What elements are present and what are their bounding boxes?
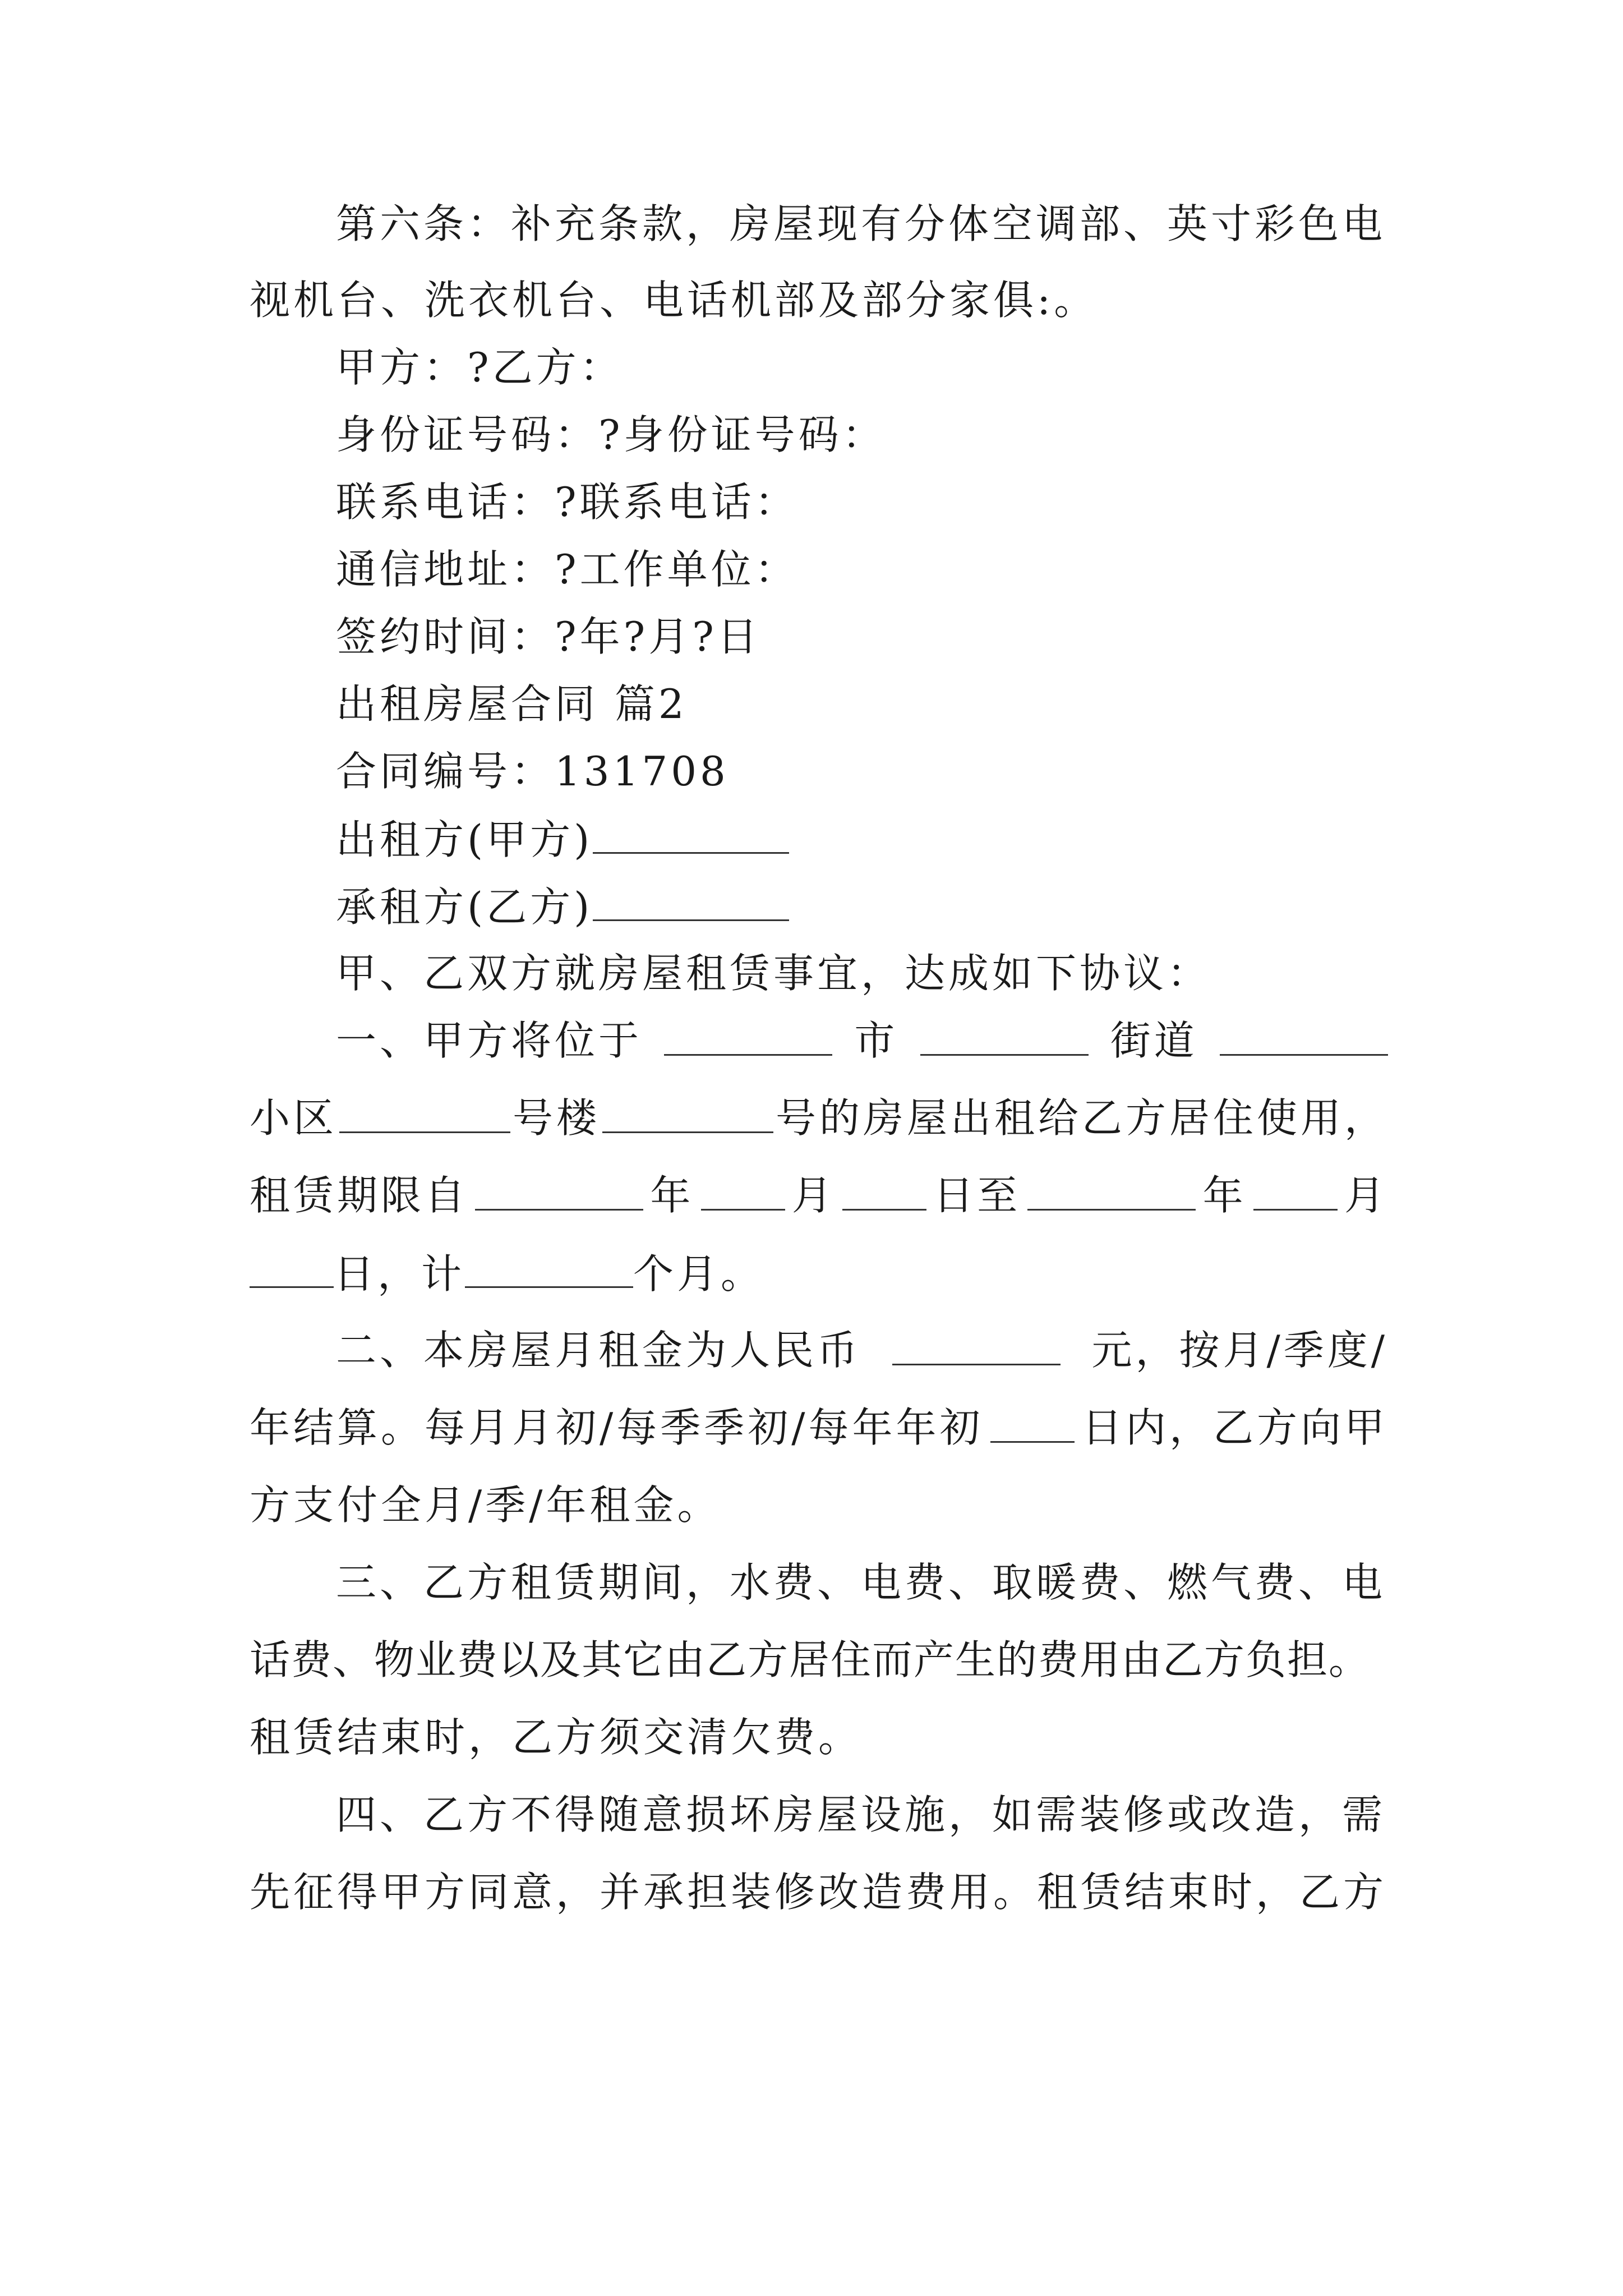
clause-1-text-b: 市 bbox=[854, 1017, 898, 1064]
clause-1-text-g: 租赁期限自 bbox=[250, 1172, 469, 1219]
clause-6-text-2: 视机台、洗衣机台、电话机部及部分家俱:。 bbox=[250, 277, 1098, 324]
clause-1-text-f: 号的房屋出租给乙方居住使用， bbox=[775, 1094, 1388, 1142]
clause-2-line-2 bbox=[250, 1404, 1388, 1451]
clause-2-blank-days bbox=[990, 1409, 1075, 1443]
clause-1-line-4 bbox=[250, 1250, 1388, 1297]
contract-2-title-line bbox=[250, 680, 1388, 728]
clause-1-text-e: 号楼 bbox=[512, 1094, 600, 1142]
clause-1-blank-city bbox=[664, 1022, 832, 1056]
lessee-blank bbox=[593, 887, 789, 921]
intro-line bbox=[250, 950, 1388, 997]
signature-date: 签约时间：?年?月?日 bbox=[336, 613, 761, 660]
clause-2-text-e: 方支付全月/季/年租金。 bbox=[250, 1481, 721, 1529]
clause-1-text-k: 年 bbox=[1202, 1172, 1247, 1219]
lessor-line bbox=[250, 816, 1388, 863]
signature-party-line bbox=[250, 344, 1388, 391]
clause-1-line-1 bbox=[250, 1017, 1388, 1064]
lessee-line bbox=[250, 884, 1388, 931]
clause-4-line-2 bbox=[250, 1869, 1388, 1916]
clause-2-text-b: 元，按月/季度/ bbox=[1091, 1327, 1388, 1374]
clause-1-text-a: 一、甲方将位于 bbox=[336, 1017, 643, 1064]
clause-1-blank-end-day bbox=[250, 1254, 334, 1288]
clause-1-text-c: 街道 bbox=[1110, 1017, 1198, 1064]
clause-1-blank-months bbox=[465, 1254, 633, 1288]
clause-3-line-3 bbox=[250, 1714, 1388, 1761]
clause-1-text-i: 月 bbox=[791, 1172, 836, 1219]
clause-3-line-2 bbox=[250, 1636, 1388, 1683]
clause-1-text-m: 日，计 bbox=[334, 1250, 465, 1297]
signature-phone: 联系电话：?联系电话： bbox=[336, 478, 799, 526]
clause-1-line-2 bbox=[250, 1094, 1388, 1142]
clause-1-blank-end-year bbox=[1027, 1176, 1196, 1211]
clause-1-text-l: 月 bbox=[1344, 1172, 1388, 1219]
clause-1-blank-start-day bbox=[842, 1176, 926, 1211]
contract-2-title: 出租房屋合同 篇2 bbox=[336, 680, 688, 728]
signature-date-line bbox=[250, 613, 1388, 660]
clause-1-text-n: 个月。 bbox=[633, 1250, 765, 1297]
clause-2-line-3 bbox=[250, 1481, 1388, 1529]
clause-2-text-d: 日内，乙方向甲 bbox=[1081, 1404, 1388, 1451]
clause-1-blank-after-street bbox=[1220, 1022, 1388, 1056]
contract-number-line bbox=[250, 748, 1388, 795]
document-body bbox=[250, 200, 1388, 1916]
intro-text: 甲、乙双方就房屋租赁事宜，达成如下协议： bbox=[336, 950, 1211, 997]
clause-3-text-b: 话费、物业费以及其它由乙方居住而产生的费用由乙方负担。 bbox=[250, 1636, 1371, 1683]
clause-1-text-d: 小区 bbox=[250, 1094, 338, 1142]
signature-address-line bbox=[250, 546, 1388, 593]
clause-6-line-2 bbox=[250, 277, 1388, 324]
clause-1-blank-start-year bbox=[475, 1176, 643, 1211]
clause-2-line-1 bbox=[250, 1327, 1388, 1374]
clause-3-text-a: 三、乙方租赁期间，水费、电费、取暖费、燃气费、电 bbox=[336, 1559, 1386, 1606]
signature-id-line bbox=[250, 411, 1388, 458]
clause-4-line-1 bbox=[250, 1791, 1388, 1838]
clause-1-line-3 bbox=[250, 1172, 1388, 1219]
clause-3-text-c: 租赁结束时，乙方须交清欠费。 bbox=[250, 1714, 863, 1761]
signature-phone-line bbox=[250, 478, 1388, 526]
signature-id: 身份证号码：?身份证号码： bbox=[336, 411, 886, 458]
signature-address: 通信地址：?工作单位： bbox=[336, 546, 799, 593]
lessee-label: 承租方(乙方) bbox=[336, 884, 593, 931]
clause-4-text-a: 四、乙方不得随意损坏房屋设施，如需装修或改造，需 bbox=[336, 1791, 1386, 1838]
clause-1-blank-community bbox=[339, 1099, 510, 1133]
clause-3-line-1 bbox=[250, 1559, 1388, 1606]
clause-1-text-h: 年 bbox=[650, 1172, 694, 1219]
clause-2-text-a: 二、本房屋月租金为人民币 bbox=[336, 1327, 861, 1374]
clause-4-text-b: 先征得甲方同意，并承担装修改造费用。租赁结束时，乙方 bbox=[250, 1869, 1387, 1916]
clause-2-text-c: 年结算。每月月初/每季季初/每年年初 bbox=[250, 1404, 984, 1451]
clause-1-blank-end-month bbox=[1253, 1176, 1338, 1211]
clause-1-blank-street bbox=[920, 1022, 1089, 1056]
clause-2-blank-rent bbox=[892, 1331, 1061, 1365]
contract-number: 合同编号：131708 bbox=[336, 748, 729, 795]
clause-6-line-1 bbox=[250, 200, 1388, 247]
clause-1-text-j: 日至 bbox=[933, 1172, 1021, 1219]
clause-1-blank-start-month bbox=[701, 1176, 785, 1211]
signature-party: 甲方：?乙方： bbox=[336, 344, 624, 391]
clause-1-blank-building bbox=[602, 1099, 773, 1133]
lessor-label: 出租方(甲方) bbox=[336, 816, 593, 863]
clause-6-text-1: 第六条：补充条款，房屋现有分体空调部、英寸彩色电 bbox=[336, 200, 1386, 247]
lessor-blank bbox=[593, 820, 789, 854]
